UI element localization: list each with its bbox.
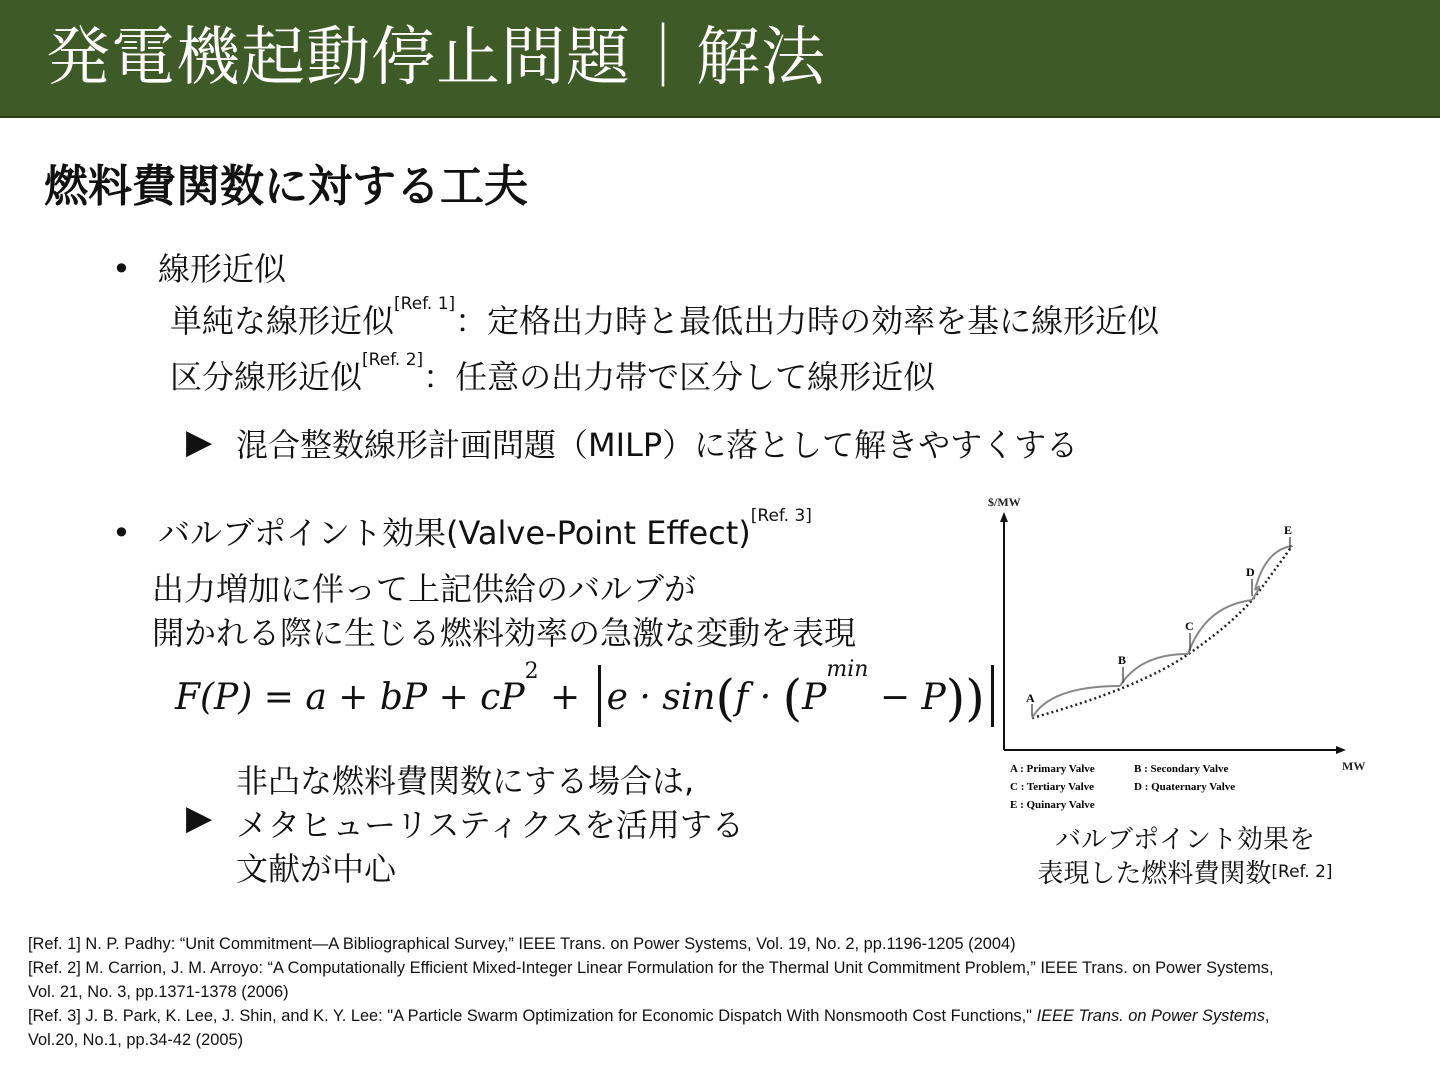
formula-plus: +	[538, 677, 592, 718]
reference-2b: Vol. 21, No. 3, pp.1371-1378 (2006)	[28, 983, 289, 1001]
formula-min: min	[826, 657, 869, 682]
legend-b: B : Secondary Valve	[1134, 763, 1229, 775]
point-label-e: E	[1284, 523, 1293, 537]
legend-e: E : Quinary Valve	[1010, 799, 1095, 811]
formula-f: f ·	[734, 677, 783, 718]
abs-bar-left	[598, 665, 601, 727]
reference-3b: Vol.20, No.1, pp.34-42 (2005)	[28, 1031, 244, 1049]
simple-linear-line	[170, 296, 1159, 342]
point-label-c: C	[1185, 619, 1194, 633]
valve-point-chart	[980, 488, 1400, 818]
reference-1: [Ref. 1] N. P. Padhy: “Unit Commitment—A Bibliographical Survey,” IEEE Trans. on Power Systems, Vol. 19, No. 2, pp.1196-1205 (2004)	[28, 935, 1016, 953]
y-axis-arrow	[1000, 512, 1008, 522]
nonconvex-line1: 非凸な燃料費関数にする場合は,	[236, 762, 695, 800]
bullet-valve-point	[112, 508, 812, 554]
paren-close-inner: )	[945, 669, 966, 727]
slide-title: 発電機起動停止問題｜解法	[46, 21, 826, 95]
valve-arc-c	[1188, 600, 1252, 654]
paren-open: (	[715, 669, 735, 727]
nonconvex-line3: 文献が中心	[236, 850, 397, 888]
ref-marker: [Ref. 2]	[362, 350, 424, 370]
legend-c: C : Tertiary Valve	[1010, 781, 1095, 793]
valve-arc-b	[1120, 654, 1188, 686]
line-text: ：任意の出力帯で区分して線形近似	[423, 358, 936, 396]
ref-journal: IEEE Trans. on Power Systems	[1036, 1007, 1265, 1025]
legend-a: A : Primary Valve	[1010, 763, 1095, 775]
caption-line1: バルブポイント効果を	[1054, 825, 1315, 855]
bullet-linear-approx	[112, 244, 286, 290]
valve-desc-line2: 開かれる際に生じる燃料効率の急激な変動を表現	[152, 614, 857, 652]
reference-3a	[28, 1004, 1428, 1028]
formula-esin: e · sin	[606, 677, 716, 718]
reference-2a: [Ref. 2] M. Carrion, J. M. Arroyo: “A Computationally Efficient Mixed-Integer Linear Formulation for the Thermal Unit Commitment Problem,” IEEE Trans. on Power Systems,	[28, 959, 1274, 977]
paren-open-inner: (	[782, 669, 803, 727]
nonconvex-line2: メタヒューリスティクスを活用する	[236, 806, 744, 844]
valve-arc-a	[1032, 686, 1120, 718]
point-label-a: A	[1026, 691, 1035, 705]
formula-lhs: F(P) = a + bP + cP	[175, 677, 525, 718]
ref-marker: [Ref. 2]	[1271, 862, 1333, 882]
ref-text: ,	[1264, 1007, 1270, 1025]
section-heading: 燃料費関数に対する工夫	[44, 161, 528, 212]
y-axis-label: $/MW	[988, 495, 1021, 509]
x-axis-arrow	[1336, 746, 1346, 754]
bullet-title: バルブポイント効果(Valve-Point Effect)	[158, 514, 751, 552]
references	[28, 932, 1428, 1052]
x-axis-label: MW	[1342, 759, 1366, 773]
ref-marker: [Ref. 1]	[394, 294, 456, 314]
bullet-title: 線形近似	[158, 250, 287, 288]
slide-header	[0, 0, 1440, 118]
point-label-b: B	[1118, 653, 1127, 667]
fuel-cost-formula	[175, 657, 1000, 727]
valve-desc-line1: 出力増加に伴って上記供給のバルブが	[152, 570, 697, 608]
milp-conclusion: 混合整数線形計画問題（MILP）に落として解きやすくする	[236, 426, 1079, 464]
chart-caption	[1000, 823, 1370, 891]
formula-exponent: 2	[524, 659, 539, 684]
legend-d: D : Quaternary Valve	[1134, 781, 1236, 793]
formula-minus-p: − P	[868, 677, 946, 718]
formula-p: P	[802, 677, 827, 718]
arrow-icon: ▶	[186, 798, 213, 838]
line-text: 単純な線形近似	[170, 302, 395, 340]
ref-marker: [Ref. 3]	[750, 506, 812, 526]
point-label-d: D	[1246, 565, 1255, 579]
line-text: 区分線形近似	[170, 358, 363, 396]
bullet-dot: •	[112, 514, 131, 552]
caption-line2	[1000, 857, 1370, 891]
bullet-dot: •	[112, 250, 131, 288]
caption-text: 表現した燃料費関数	[1037, 859, 1272, 889]
piecewise-linear-line	[170, 352, 935, 398]
paren-close: )	[965, 669, 985, 727]
arrow-icon: ▶	[186, 422, 213, 462]
ref-text: [Ref. 3] J. B. Park, K. Lee, J. Shin, and K. Y. Lee: "A Particle Swarm Optimization for Economic Dispatch With Nonsmooth Cost Functions,"	[28, 1007, 1037, 1025]
line-text: ：定格出力時と最低出力時の効率を基に線形近似	[455, 302, 1160, 340]
